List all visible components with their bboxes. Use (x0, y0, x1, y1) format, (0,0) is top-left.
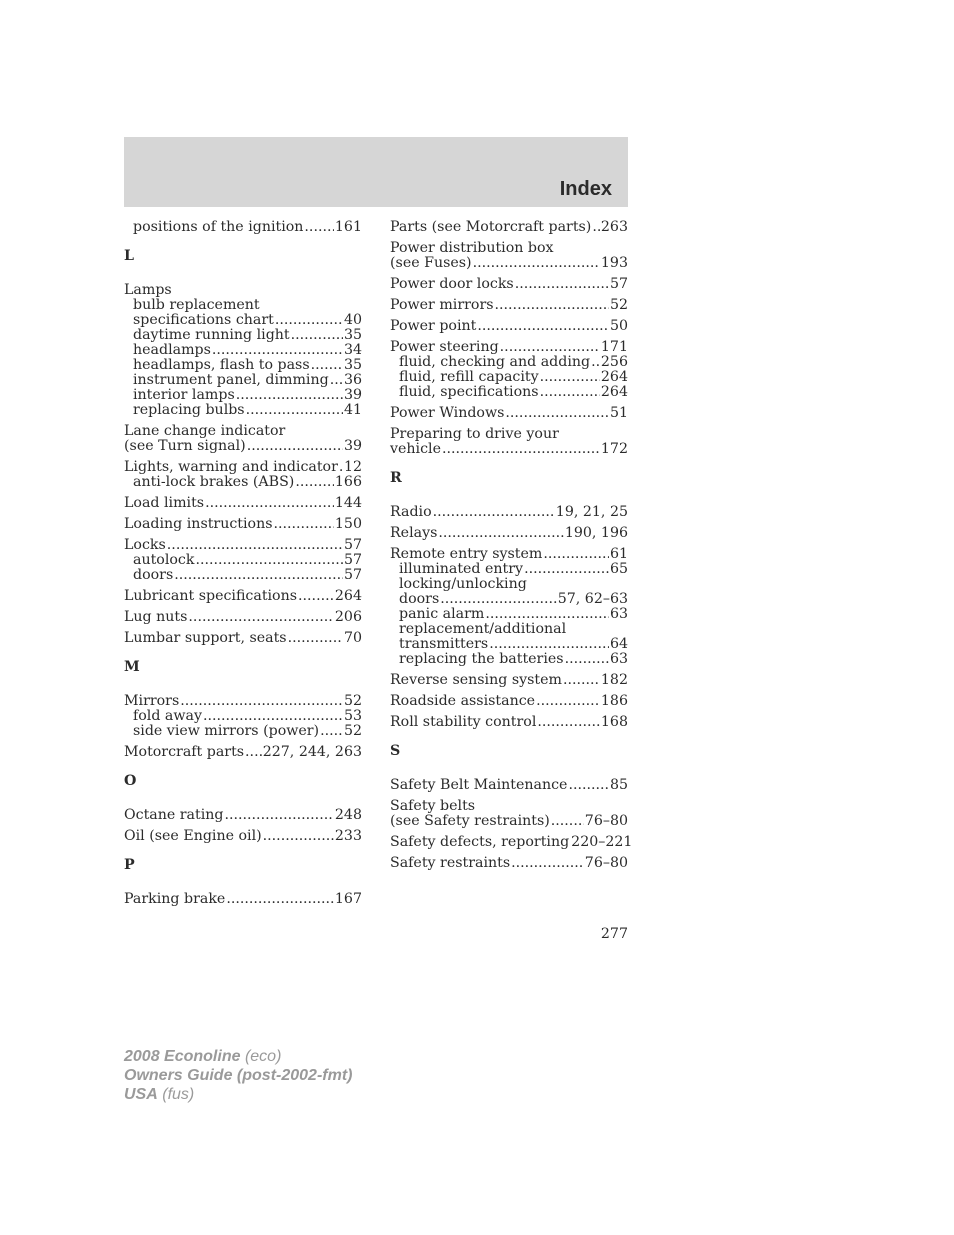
entry-page-ref: 35 (343, 357, 362, 373)
dot-leader (288, 631, 343, 646)
index-entry (390, 298, 628, 313)
entry-label: anti-lock brakes (ABS) (133, 474, 295, 490)
dot-leader (495, 298, 609, 313)
index-entry (390, 547, 628, 667)
entry-label: headlamps, flash to pass (133, 357, 310, 373)
footer-line-1 (124, 1047, 352, 1066)
entry-label: Load limits (124, 495, 205, 511)
dot-leader (203, 709, 343, 724)
entry-page-ref: 227, 244, 263 (262, 744, 362, 760)
entry-page-ref: 57 (343, 567, 362, 583)
entry-label: Power steering (390, 339, 499, 355)
index-entry (124, 220, 362, 235)
index-entry-line (124, 517, 362, 532)
index-entry (124, 496, 362, 511)
entry-label: Radio (390, 504, 432, 520)
entry-label: Locks (124, 537, 166, 553)
entry-page-ref: 57, 62–63 (557, 591, 628, 607)
entry-label: (see Safety restraints) (390, 813, 550, 829)
entry-page-ref: 168 (600, 714, 628, 730)
entry-label: Loading instructions (124, 516, 273, 532)
index-entry (390, 834, 633, 850)
index-subentry-line (124, 475, 362, 490)
entry-label: fold away (133, 708, 202, 724)
entry-label: Lamps (124, 282, 172, 298)
entry-page-ref: 63 (609, 651, 628, 667)
index-entry-line (390, 340, 628, 355)
index-entry-line (390, 673, 628, 688)
index-entry (124, 694, 362, 739)
index-entry-line (124, 460, 362, 475)
index-letter-heading: P (124, 857, 135, 873)
index-entry-line (124, 496, 362, 511)
entry-label: Lumbar support, seats (124, 630, 287, 646)
index-entry (390, 340, 628, 400)
entry-page-ref: 248 (334, 807, 362, 823)
index-entry-line (390, 406, 628, 421)
entry-label: Safety belts (390, 798, 476, 814)
index-entry-line (390, 241, 628, 256)
dot-leader (304, 220, 333, 235)
footer-region: USA (124, 1086, 158, 1103)
dot-leader (236, 388, 343, 403)
entry-label: Motorcraft parts (124, 744, 245, 760)
entry-page-ref: 85 (609, 777, 628, 793)
entry-page-ref: 57 (343, 552, 362, 568)
entry-page-ref: 256 (600, 354, 628, 370)
entry-label: Safety defects, reporting (390, 834, 570, 850)
index-entry (390, 526, 628, 541)
entry-label: Octane rating (124, 807, 224, 823)
index-entry-line (124, 589, 362, 604)
entry-label: doors (399, 591, 440, 607)
index-entry (390, 673, 628, 688)
index-entry-line (390, 834, 633, 850)
entry-label: fluid, refill capacity (399, 369, 539, 385)
entry-page-ref: 52 (609, 297, 628, 313)
index-entry (124, 631, 362, 646)
index-letter-heading: S (390, 743, 401, 759)
entry-label: Safety Belt Maintenance (390, 777, 568, 793)
dot-leader (511, 856, 584, 871)
index-subentry-line (124, 220, 362, 235)
index-entry (390, 778, 628, 793)
entry-page-ref: 57 (343, 537, 362, 553)
index-entry-line (390, 814, 628, 829)
entry-page-ref: 64 (609, 636, 628, 652)
entry-label: replacing the batteries (399, 651, 564, 667)
dot-leader (226, 892, 334, 907)
entry-page-ref: 52 (343, 723, 362, 739)
index-entry (124, 424, 362, 454)
dot-leader (339, 460, 343, 475)
entry-page-ref: 171 (600, 339, 628, 355)
dot-leader (311, 358, 343, 373)
index-subentry-line (124, 373, 362, 388)
page-number: 277 (600, 926, 628, 942)
dot-leader (477, 319, 609, 334)
dot-leader (568, 778, 608, 793)
entry-label: doors (133, 567, 174, 583)
index-entry-line (390, 220, 628, 235)
entry-label: Power Windows (390, 405, 505, 421)
entry-label: bulb replacement (133, 297, 260, 313)
entry-label: daytime running light (133, 327, 290, 343)
entry-page-ref: 182 (600, 672, 628, 688)
dot-leader (330, 373, 343, 388)
entry-page-ref: 65 (609, 561, 628, 577)
entry-page-ref: 52 (343, 693, 362, 709)
index-entry (390, 856, 628, 871)
dot-leader (485, 607, 609, 622)
entry-page-ref: 264 (600, 369, 628, 385)
index-subentry-line (124, 403, 362, 418)
entry-page-ref: 57 (609, 276, 628, 292)
footer-model: 2008 Econoline (124, 1048, 241, 1065)
page-title: Index (559, 178, 612, 200)
entry-page-ref: 53 (343, 708, 362, 724)
entry-label: specifications chart (133, 312, 274, 328)
index-entry-line (124, 631, 362, 646)
entry-page-ref: 36 (343, 372, 362, 388)
index-entry-line (390, 505, 628, 520)
index-entry-line (124, 424, 362, 439)
index-subentry-line (390, 592, 628, 607)
entry-page-ref: 39 (343, 387, 362, 403)
entry-page-ref: 220–221 (571, 834, 633, 850)
dot-leader (537, 715, 600, 730)
dot-leader (524, 562, 609, 577)
entry-page-ref: 264 (334, 588, 362, 604)
entry-label: panic alarm (399, 606, 485, 622)
dot-leader (540, 385, 600, 400)
dot-leader (591, 355, 600, 370)
dot-leader (247, 439, 343, 454)
index-letter-heading: L (124, 248, 134, 264)
footer-region-code: (fus) (162, 1086, 195, 1103)
index-entry (124, 460, 362, 490)
index-subentry-line (124, 553, 362, 568)
index-entry-line (390, 526, 628, 541)
entry-label: interior lamps (133, 387, 235, 403)
dot-leader (440, 592, 556, 607)
index-letter-heading: M (124, 659, 140, 675)
entry-label: Preparing to drive your (390, 426, 559, 442)
dot-leader (442, 442, 600, 457)
dot-leader (489, 637, 609, 652)
entry-label: Power mirrors (390, 297, 494, 313)
index-entry-line (124, 829, 362, 844)
dot-leader (180, 694, 343, 709)
dot-leader (543, 547, 609, 562)
index-subentry-line (124, 709, 362, 724)
entry-label: Power distribution box (390, 240, 554, 256)
dot-leader (263, 829, 334, 844)
index-entry-line (124, 439, 362, 454)
dot-leader (500, 340, 600, 355)
entry-label: Lights, warning and indicator (124, 459, 338, 475)
dot-leader (212, 343, 343, 358)
index-entry (390, 427, 628, 457)
index-entry (390, 505, 628, 520)
index-letter-heading: R (390, 470, 402, 486)
index-entry-line (390, 694, 628, 709)
document-footer (124, 1047, 352, 1104)
index-subentry-line (124, 328, 362, 343)
index-entry (390, 220, 628, 235)
entry-page-ref: 41 (343, 402, 362, 418)
entry-page-ref: 34 (343, 342, 362, 358)
index-entry-line (124, 745, 362, 760)
dot-leader (245, 745, 262, 760)
dot-leader (274, 517, 334, 532)
entry-label: vehicle (390, 441, 441, 457)
index-subentry-line (390, 385, 628, 400)
index-subentry-line (390, 622, 628, 637)
footer-guide: Owners Guide (post-2002-fmt) (124, 1067, 353, 1084)
entry-label: Oil (see Engine oil) (124, 828, 262, 844)
index-entry-line (124, 283, 362, 298)
footer-line-3 (124, 1085, 352, 1104)
entry-page-ref: 39 (343, 438, 362, 454)
entry-page-ref: 76–80 (584, 813, 628, 829)
dot-leader (275, 313, 343, 328)
index-entry-line (390, 547, 628, 562)
dot-leader (536, 694, 600, 709)
index-entry-line (390, 298, 628, 313)
index-column-left (124, 220, 362, 913)
index-entry (124, 538, 362, 583)
footer-line-2 (124, 1066, 352, 1085)
entry-page-ref: 263 (600, 219, 628, 235)
entry-page-ref: 70 (343, 630, 362, 646)
entry-page-ref: 193 (600, 255, 628, 271)
index-entry-line (390, 715, 628, 730)
entry-page-ref: 186 (600, 693, 628, 709)
index-entry-line (390, 442, 628, 457)
entry-label: Lane change indicator (124, 423, 286, 439)
entry-page-ref: 76–80 (584, 855, 628, 871)
index-entry-line (124, 538, 362, 553)
index-entry-line (390, 799, 628, 814)
index-subentry-line (390, 577, 628, 592)
entry-page-ref: 12 (343, 459, 362, 475)
index-subentry-line (390, 370, 628, 385)
index-subentry-line (124, 358, 362, 373)
entry-label: instrument panel, dimming (133, 372, 329, 388)
dot-leader (298, 589, 334, 604)
entry-label: locking/unlocking (399, 576, 527, 592)
index-entry-line (124, 892, 362, 907)
index-entry (390, 694, 628, 709)
entry-label: Lug nuts (124, 609, 188, 625)
index-entry-line (390, 778, 628, 793)
index-entry (390, 406, 628, 421)
dot-leader (473, 256, 600, 271)
entry-label: fluid, specifications (399, 384, 539, 400)
dot-leader (205, 496, 334, 511)
dot-leader (224, 808, 333, 823)
index-entry-line (390, 427, 628, 442)
entry-page-ref: 233 (334, 828, 362, 844)
index-entry-line (124, 694, 362, 709)
index-subentry-line (390, 562, 628, 577)
entry-page-ref: 150 (334, 516, 362, 532)
index-entry (124, 517, 362, 532)
dot-leader (174, 568, 343, 583)
entry-label: (see Fuses) (390, 255, 472, 271)
entry-label: autolock (133, 552, 195, 568)
entry-label: Mirrors (124, 693, 180, 709)
index-entry (124, 808, 362, 823)
dot-leader (551, 814, 584, 829)
entry-label: positions of the ignition (133, 219, 304, 235)
index-entry (124, 745, 362, 760)
entry-label: Parts (see Motorcraft parts) (390, 219, 592, 235)
index-subentry-line (124, 298, 362, 313)
index-subentry-line (124, 568, 362, 583)
index-entry (390, 241, 628, 271)
index-entry (390, 715, 628, 730)
footer-model-code: (eco) (244, 1048, 282, 1065)
dot-leader (438, 526, 563, 541)
index-entry (390, 319, 628, 334)
entry-label: (see Turn signal) (124, 438, 246, 454)
index-entry-line (390, 319, 628, 334)
dot-leader (246, 403, 343, 418)
entry-page-ref: 19, 21, 25 (555, 504, 628, 520)
dot-leader (433, 505, 555, 520)
index-entry-line (124, 808, 362, 823)
index-subentry-line (390, 355, 628, 370)
entry-label: Parking brake (124, 891, 226, 907)
entry-page-ref: 206 (334, 609, 362, 625)
index-entry (390, 277, 628, 292)
entry-label: Safety restraints (390, 855, 511, 871)
dot-leader (195, 553, 342, 568)
entry-label: Roll stability control (390, 714, 537, 730)
entry-label: transmitters (399, 636, 489, 652)
index-column-right (390, 219, 633, 877)
index-subentry-line (390, 607, 628, 622)
dot-leader (167, 538, 343, 553)
entry-page-ref: 144 (334, 495, 362, 511)
entry-page-ref: 264 (600, 384, 628, 400)
entry-page-ref: 40 (343, 312, 362, 328)
entry-label: Lubricant specifications (124, 588, 298, 604)
entry-page-ref: 161 (334, 219, 362, 235)
index-subentry-line (124, 343, 362, 358)
index-subentry-line (124, 724, 362, 739)
index-subentry-line (124, 388, 362, 403)
dot-leader (291, 328, 343, 343)
index-entry (124, 892, 362, 907)
entry-label: side view mirrors (power) (133, 723, 320, 739)
entry-label: headlamps (133, 342, 211, 358)
dot-leader (188, 610, 333, 625)
index-subentry-line (390, 652, 628, 667)
index-entry-line (390, 277, 628, 292)
entry-page-ref: 167 (334, 891, 362, 907)
entry-page-ref: 61 (609, 546, 628, 562)
entry-label: Remote entry system (390, 546, 543, 562)
index-entry (124, 589, 362, 604)
dot-leader (295, 475, 334, 490)
entry-page-ref: 166 (334, 474, 362, 490)
entry-page-ref: 51 (609, 405, 628, 421)
index-entry-line (390, 856, 628, 871)
dot-leader (592, 220, 600, 235)
entry-label: illuminated entry (399, 561, 524, 577)
entry-label: Roadside assistance (390, 693, 536, 709)
entry-page-ref: 63 (609, 606, 628, 622)
entry-label: fluid, checking and adding (399, 354, 591, 370)
entry-label: replacement/additional (399, 621, 567, 637)
entry-label: Power door locks (390, 276, 514, 292)
dot-leader (515, 277, 609, 292)
dot-leader (505, 406, 609, 421)
entry-label: Relays (390, 525, 438, 541)
entry-page-ref: 190, 196 (564, 525, 628, 541)
index-subentry-line (390, 637, 628, 652)
entry-label: Reverse sensing system (390, 672, 562, 688)
entry-label: replacing bulbs (133, 402, 245, 418)
index-entry-line (390, 256, 628, 271)
index-entry (124, 829, 362, 844)
entry-page-ref: 50 (609, 318, 628, 334)
index-subentry-line (124, 313, 362, 328)
header-band (124, 137, 628, 207)
dot-leader (563, 673, 600, 688)
index-entry (390, 799, 628, 829)
entry-label: Power point (390, 318, 477, 334)
index-entry (124, 283, 362, 418)
dot-leader (320, 724, 343, 739)
index-entry-line (124, 610, 362, 625)
index-entry (124, 610, 362, 625)
dot-leader (540, 370, 600, 385)
dot-leader (565, 652, 609, 667)
entry-page-ref: 35 (343, 327, 362, 343)
entry-page-ref: 172 (600, 441, 628, 457)
index-letter-heading: O (124, 773, 137, 789)
